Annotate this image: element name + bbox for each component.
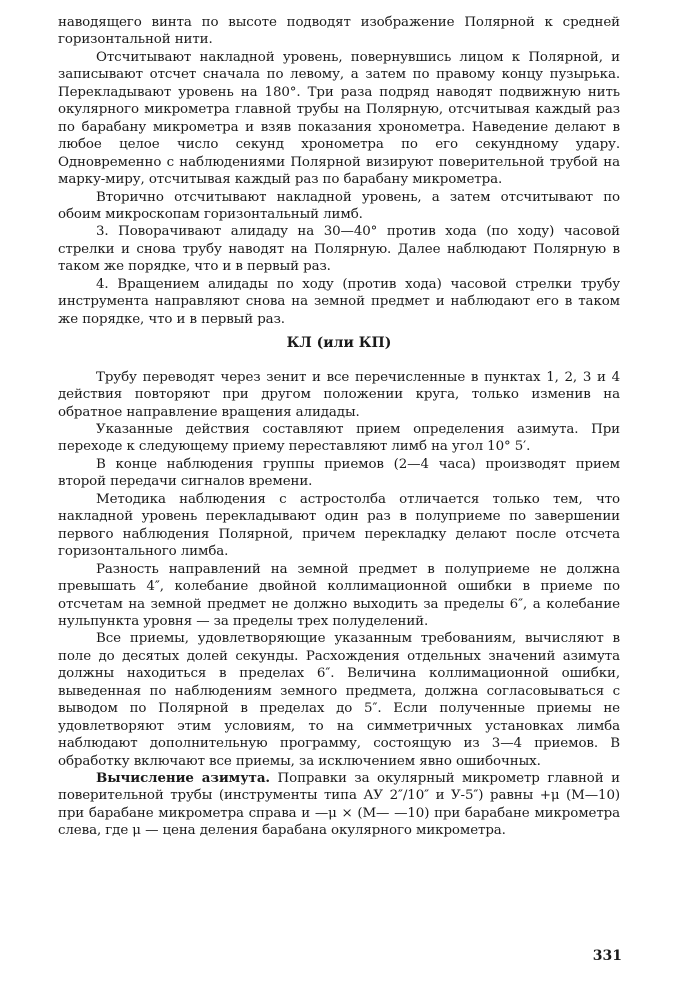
paragraph-2: Отсчитывают накладной уровень, повернувшись лицом к Полярной, и записывают отсчет сначала по левому, а затем по правому концу пузырька. Перекладывают уровень на 180°. Три раза подряд наводят подвижную нить окулярного микрометра главной трубы на Полярную, отсчитывая каждый раз по барабану микрометра и взяв показания хронометра. Наведение делают в любое целое число секунд хронометра по его секундному удару. Одновременно с наблюдениями Полярной визируют поверительной трубой на марку-миру, отсчитывая каждый раз по барабану микрометра. bbox=[58, 49, 620, 188]
paragraph-7: Указанные действия составляют прием определения азимута. При переходе к следующему приему переставляют лимб на угол 10° 5′. bbox=[58, 421, 620, 455]
paragraph-1: наводящего винта по высоте подводят изображение Полярной к средней горизонтальной нити. bbox=[58, 15, 620, 48]
paragraph-9: Методика наблюдения с астростолба отличается только тем, что накладной уровень перекладывают один раз в полуприеме по завершении первого наблюдения Полярной, причем перекладку делают после отсчета горизонтального лимба. bbox=[58, 491, 620, 560]
paragraph-10: Разность направлений на земной предмет в полуприеме не должна превышать 4″, колебание двойной коллимационной ошибки в приеме по отсчетам на земной предмет не должно выходить за пределы 6″, а колебание нульпункта уровня — за пределы трех полуделений. bbox=[58, 561, 620, 629]
section-title: КЛ (или КП) bbox=[286, 335, 392, 352]
paragraph-11: Все приемы, удовлетворяющие указанным требованиям, вычисляют в поле до десятых долей секунды. Расхождения отдельных значений азимута должны находиться в пределах 6″. Величина коллимационной ошибки, выведенная по наблюдениям земного предмета, должна согласовываться с выводом по Полярной в пределах до 5″. Если полученные приемы не удовлетворяют этим условиям, то на симметричных установках лимба наблюдают дополнительную программу, состоящую из 3—4 приемов. В обработку включают все приемы, за исключением явно ошибочных. bbox=[58, 631, 620, 769]
paragraph-3: Вторично отсчитывают накладной уровень, а затем отсчитывают по обоим микроскопам горизонтальный лимб. bbox=[58, 189, 620, 222]
paragraph-12-text: Поправки за окулярный микрометр главной и поверительной трубы (инструменты типа АУ 2″/10″ и У-5″) равны +μ (M—10) при барабане микрометра справа и —μ × (M— —10) при барабане микрометра слева, где μ — цена деления барабана окулярного микрометра. bbox=[58, 771, 620, 839]
paragraph-4: 3. Поворачивают алидаду на 30—40° против хода (по ходу) часовой стрелки и снова трубу наводят на Полярную. Далее наблюдают Полярную в таком же порядке, что и в первый раз. bbox=[58, 224, 620, 275]
paragraph-12 bbox=[58, 770, 620, 840]
page-number: 331 bbox=[592, 948, 622, 964]
paragraph-8: В конце наблюдения группы приемов (2—4 часа) производят прием второй передачи сигналов времени. bbox=[58, 456, 620, 490]
paragraph-6: Трубу переводят через зенит и все перечисленные в пунктах 1, 2, 3 и 4 действия повторяют при другом положении круга, только изменив на обратное направление вращения алидады. bbox=[58, 369, 620, 420]
paragraph-lead-heading: Вычисление азимута. bbox=[96, 770, 270, 787]
paragraph-5: 4. Вращением алидады по ходу (против хода) часовой стрелки трубу инструмента направляют снова на земной предмет и наблюдают его в таком же порядке, что и в первый раз. bbox=[58, 276, 620, 327]
page-body bbox=[58, 14, 620, 840]
